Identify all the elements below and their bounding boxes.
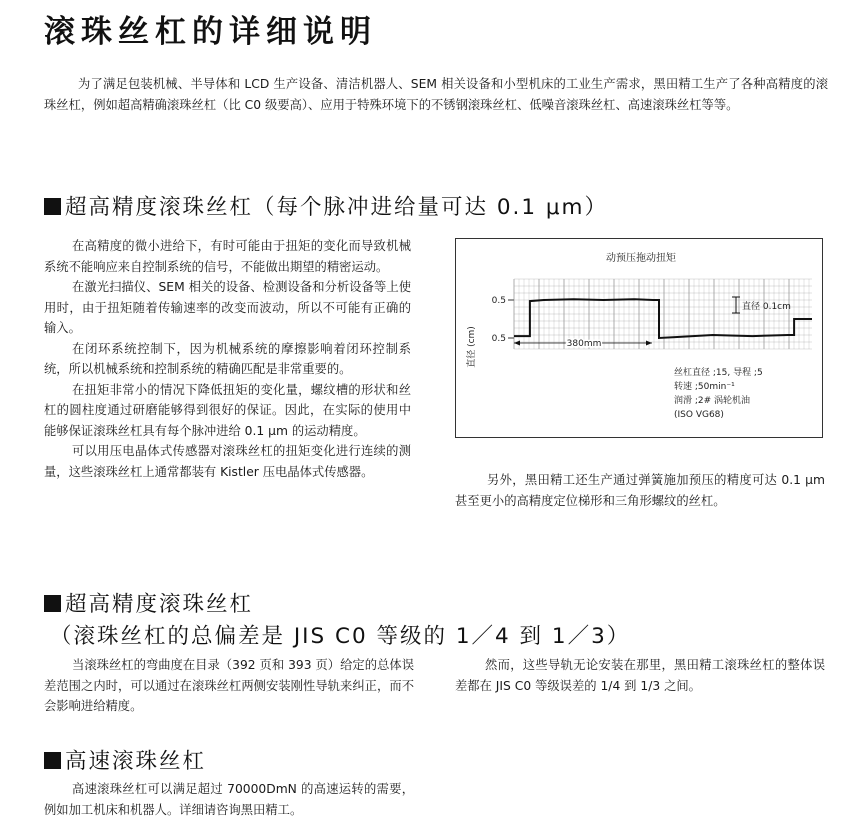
square-bullet-icon bbox=[44, 752, 61, 769]
chart-spec-line: 润滑 ;2# 涡轮机油 bbox=[674, 396, 751, 406]
torque-chart bbox=[455, 238, 823, 438]
section1-paragraph: 在闭环系统控制下，因为机械系统的摩擦影响着闭环控制系统，所以机械系统和控制系统的精确匹配是非常重要的。 bbox=[44, 341, 411, 376]
section3-text: 高速滚珠丝杠可以满足超过 70000DmN 的高速运转的需要，例如加工机床和机器人。详细请咨询黑田精工。 bbox=[44, 782, 414, 817]
section2-heading-text: 超高精度滚珠丝杠 bbox=[65, 592, 254, 617]
section1-paragraph: 在扭矩非常小的情况下降低扭矩的变化量，螺纹槽的形状和丝杠的圆柱度通过研磨能够得到很好的保证。因此，在实际的使用中能够保证滚珠丝杠具有每个脉冲进给 0.1 μm 的运动精度。 bbox=[44, 382, 411, 438]
chart-title: 动预压拖动扭矩 bbox=[606, 253, 676, 264]
section1-body bbox=[44, 236, 411, 482]
section2-right-text: 然而，这些导轨无论安装在那里，黑田精工滚珠丝杠的整体误差都在 JIS C0 等级误差的 1/4 到 1/3 之间。 bbox=[455, 658, 825, 693]
section3-heading-text: 高速滚珠丝杠 bbox=[65, 749, 207, 774]
chart-spec-line: 丝杠直径 ;15, 导程 ;5 bbox=[674, 368, 763, 378]
chart-ytick-label: 0.5 bbox=[491, 334, 506, 344]
section1-right-note: 另外，黑田精工还生产通过弹簧施加预压的精度可达 0.1 μm 甚至更小的高精度定位梯形和三角形螺纹的丝杠。 bbox=[455, 473, 825, 508]
intro-paragraph: 为了满足包装机械、半导体和 LCD 生产设备、清洁机器人、SEM 相关设备和小型机床的工业生产需求，黑田精工生产了各种高精度的滚珠丝杠，例如超高精确滚珠丝杠（比 C0 级要高）、应用于特殊环境下的不锈钢滚珠丝杠、低噪音滚珠丝杠、高速滚珠丝杠等等。 bbox=[44, 77, 828, 112]
torque-chart-svg bbox=[456, 239, 822, 437]
chart-scale-label: 直径 0.1cm bbox=[742, 302, 791, 312]
section1-paragraph: 在激光扫描仪、SEM 相关的设备、检测设备和分析设备等上使用时，由于扭矩随着传输速率的改变而波动，所以不可能有正确的输入。 bbox=[44, 280, 411, 335]
chart-length-label: 380mm bbox=[566, 339, 602, 349]
section2-heading bbox=[44, 587, 253, 618]
section2-left-text: 当滚珠丝杠的弯曲度在目录（392 页和 393 页）给定的总体误差范围之内时，可以通过在滚珠丝杠两侧安装刚性导轨来纠正，而不会影响进给精度。 bbox=[44, 658, 414, 713]
section2-subheading: （滚珠丝杠的总偏差是 JIS C0 等级的 1／4 到 1／3） bbox=[50, 624, 631, 649]
page-title: 滚珠丝杠的详细说明 bbox=[44, 14, 377, 50]
section1-paragraph: 可以用压电晶体式传感器对滚珠丝杠的扭矩变化进行连续的测量，这些滚珠丝杠上通常都装有 Kistler 压电晶体式传感器。 bbox=[44, 444, 411, 479]
chart-spec-line: (ISO VG68) bbox=[674, 410, 724, 420]
section1-heading bbox=[44, 190, 608, 221]
chart-ytick-label: 0.5 bbox=[491, 296, 506, 306]
square-bullet-icon bbox=[44, 198, 61, 215]
section1-paragraph: 在高精度的微小进给下，有时可能由于扭矩的变化而导致机械系统不能响应来自控制系统的信号，不能做出期望的精密运动。 bbox=[44, 239, 411, 274]
square-bullet-icon bbox=[44, 595, 61, 612]
chart-ylabel: 直径 (cm) bbox=[467, 326, 477, 368]
chart-spec-line: 转速 ;50min⁻¹ bbox=[674, 382, 735, 392]
section1-heading-text: 超高精度滚珠丝杠（每个脉冲进给量可达 0.1 μm） bbox=[65, 195, 608, 220]
section3-heading bbox=[44, 744, 206, 775]
